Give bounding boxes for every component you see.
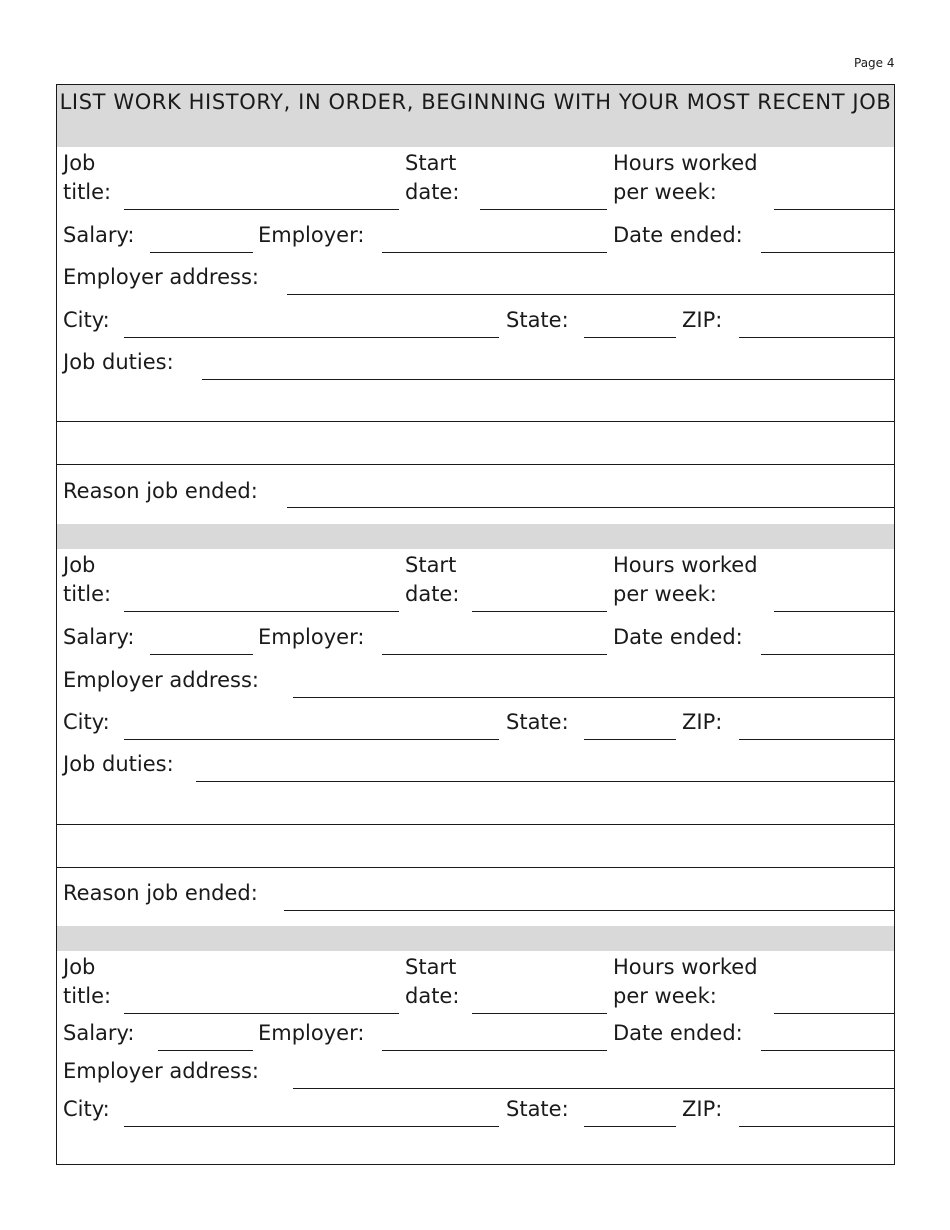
page-number: Page 4: [854, 56, 895, 70]
job-duties-label: Job duties:: [63, 350, 174, 374]
state-label: State:: [506, 1097, 569, 1121]
hours-per-week-field[interactable]: [774, 209, 894, 210]
salary-label: Salary:: [63, 1021, 135, 1045]
job-duties-line-3[interactable]: [57, 867, 894, 868]
employer-address-field[interactable]: [287, 294, 894, 295]
job-duties-field[interactable]: [202, 379, 894, 380]
job-label: Job: [63, 553, 96, 577]
employer-field[interactable]: [382, 1050, 607, 1051]
date-ended-label: Date ended:: [613, 625, 743, 649]
employer-label: Employer:: [258, 1021, 365, 1045]
city-field[interactable]: [124, 337, 499, 338]
zip-field[interactable]: [739, 739, 894, 740]
title-label: title:: [63, 180, 112, 204]
job-title-field[interactable]: [124, 1013, 399, 1014]
zip-field[interactable]: [739, 1126, 894, 1127]
job-title-field[interactable]: [124, 209, 399, 210]
employer-address-label: Employer address:: [63, 265, 259, 289]
job-duties-line-2[interactable]: [57, 824, 894, 825]
hours-per-week-field[interactable]: [774, 1013, 894, 1014]
date-label: date:: [405, 180, 460, 204]
date-ended-field[interactable]: [761, 654, 894, 655]
state-label: State:: [506, 308, 569, 332]
per-week-label: per week:: [613, 582, 717, 606]
per-week-label: per week:: [613, 984, 717, 1008]
reason-job-ended-label: Reason job ended:: [63, 479, 258, 503]
entry-separator-band: [57, 524, 894, 549]
date-ended-field[interactable]: [761, 1050, 894, 1051]
date-ended-label: Date ended:: [613, 223, 743, 247]
employer-label: Employer:: [258, 223, 365, 247]
date-label: date:: [405, 984, 460, 1008]
salary-field[interactable]: [158, 1050, 253, 1051]
city-field[interactable]: [124, 1126, 499, 1127]
state-label: State:: [506, 710, 569, 734]
zip-label: ZIP:: [682, 710, 723, 734]
job-label: Job: [63, 151, 96, 175]
employer-label: Employer:: [258, 625, 365, 649]
work-history-form: [56, 84, 895, 1165]
employer-field[interactable]: [382, 654, 607, 655]
title-label: title:: [63, 582, 112, 606]
job-duties-field[interactable]: [196, 781, 894, 782]
state-field[interactable]: [584, 739, 676, 740]
start-date-field[interactable]: [472, 611, 607, 612]
salary-label: Salary:: [63, 223, 135, 247]
title-label: title:: [63, 984, 112, 1008]
job-duties-line-3[interactable]: [57, 464, 894, 465]
start-date-field[interactable]: [472, 1013, 607, 1014]
hours-label: Hours worked: [613, 553, 758, 577]
form-title: LIST WORK HISTORY, IN ORDER, BEGINNING WITH YOUR MOST RECENT JOB: [59, 90, 892, 114]
reason-job-ended-field[interactable]: [284, 910, 894, 911]
salary-label: Salary:: [63, 625, 135, 649]
job-label: Job: [63, 955, 96, 979]
job-title-field[interactable]: [124, 611, 399, 612]
reason-job-ended-label: Reason job ended:: [63, 881, 258, 905]
state-field[interactable]: [584, 1126, 676, 1127]
employer-address-label: Employer address:: [63, 1059, 259, 1083]
city-label: City:: [63, 710, 110, 734]
zip-field[interactable]: [739, 337, 894, 338]
employer-address-field[interactable]: [293, 697, 894, 698]
job-duties-line-2[interactable]: [57, 421, 894, 422]
date-ended-field[interactable]: [761, 252, 894, 253]
state-field[interactable]: [584, 337, 676, 338]
employer-address-field[interactable]: [293, 1088, 894, 1089]
hours-label: Hours worked: [613, 955, 758, 979]
employer-field[interactable]: [382, 252, 607, 253]
date-label: date:: [405, 582, 460, 606]
zip-label: ZIP:: [682, 308, 723, 332]
per-week-label: per week:: [613, 180, 717, 204]
reason-job-ended-field[interactable]: [287, 507, 894, 508]
job-duties-label: Job duties:: [63, 752, 174, 776]
form-header: [57, 85, 894, 147]
zip-label: ZIP:: [682, 1097, 723, 1121]
city-label: City:: [63, 308, 110, 332]
entry-separator-band: [57, 926, 894, 951]
date-ended-label: Date ended:: [613, 1021, 743, 1045]
hours-label: Hours worked: [613, 151, 758, 175]
city-field[interactable]: [124, 739, 499, 740]
start-label: Start: [405, 955, 457, 979]
salary-field[interactable]: [150, 654, 253, 655]
start-date-field[interactable]: [480, 209, 607, 210]
start-label: Start: [405, 553, 457, 577]
employer-address-label: Employer address:: [63, 668, 259, 692]
start-label: Start: [405, 151, 457, 175]
hours-per-week-field[interactable]: [774, 611, 894, 612]
city-label: City:: [63, 1097, 110, 1121]
salary-field[interactable]: [150, 252, 253, 253]
